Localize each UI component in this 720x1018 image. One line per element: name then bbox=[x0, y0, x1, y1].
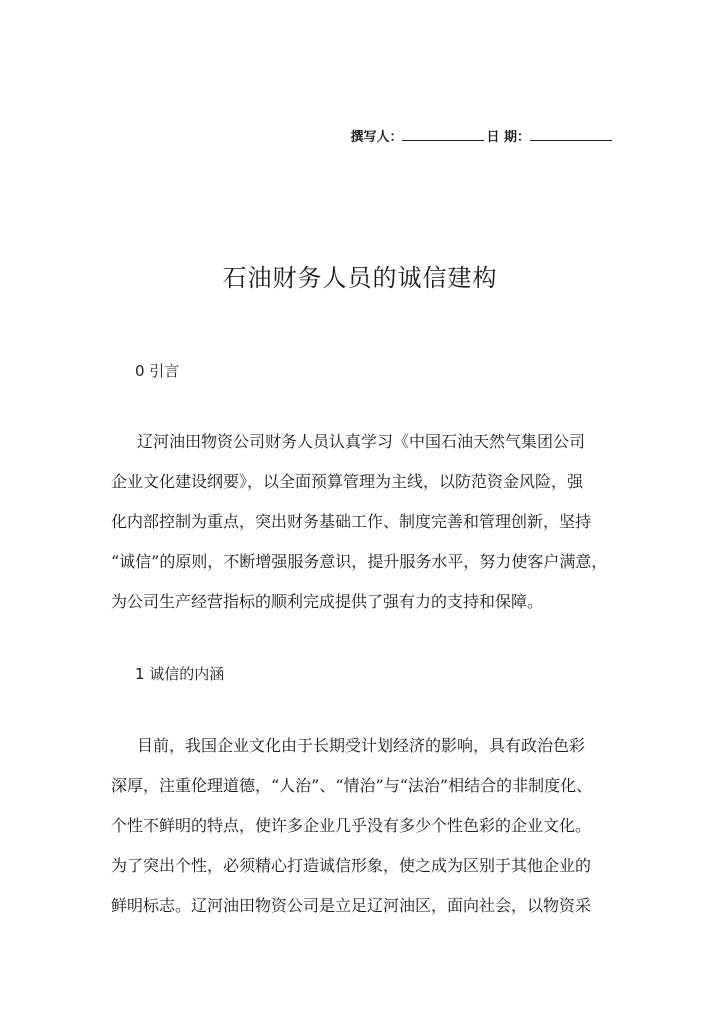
author-date-line bbox=[350, 126, 612, 145]
paragraph-line: 目前，我国企业文化由于长期受计划经济的影响，具有政治色彩 bbox=[137, 736, 586, 755]
paragraph-line: 辽河油田物资公司财务人员认真学习《中国石油天然气集团公司 bbox=[137, 432, 586, 451]
paragraph-line: 鲜明标志。辽河油田物资公司是立足辽河油区，面向社会，以物资采 bbox=[111, 896, 592, 915]
paragraph-meaning bbox=[111, 726, 601, 926]
date-blank bbox=[530, 128, 612, 141]
date-label: 日 期： bbox=[486, 130, 530, 145]
paragraph-line: 化内部控制为重点，突出财务基础工作、制度完善和管理创新，坚持 bbox=[111, 512, 592, 531]
paragraph-line: 为了突出个性，必须精心打造诚信形象，使之成为区别于其他企业的 bbox=[111, 856, 592, 875]
writer-label: 撰写人： bbox=[350, 130, 403, 145]
paragraph-line: 个性不鲜明的特点，使许多企业几乎没有多少个性色彩的企业文化。 bbox=[111, 816, 592, 835]
section-heading-meaning: 1 诚信的内涵 bbox=[135, 665, 225, 683]
paragraph-line: 企业文化建设纲要》，以全面预算管理为主线，以防范资金风险，强 bbox=[111, 472, 584, 491]
document-title: 石油财务人员的诚信建构 bbox=[222, 264, 498, 292]
writer-blank bbox=[402, 128, 484, 141]
paragraph-line: 为公司生产经营指标的顺利完成提供了强有力的支持和保障。 bbox=[111, 592, 544, 611]
paragraph-intro bbox=[111, 422, 608, 622]
section-heading-intro: 0 引言 bbox=[135, 362, 180, 380]
paragraph-line: 深厚，注重伦理道德，“人治”、“情治”与“法治”相结合的非制度化、 bbox=[111, 776, 593, 795]
paragraph-line: “诚信”的原则，不断增强服务意识，提升服务水平，努力使客户满意， bbox=[111, 552, 608, 571]
